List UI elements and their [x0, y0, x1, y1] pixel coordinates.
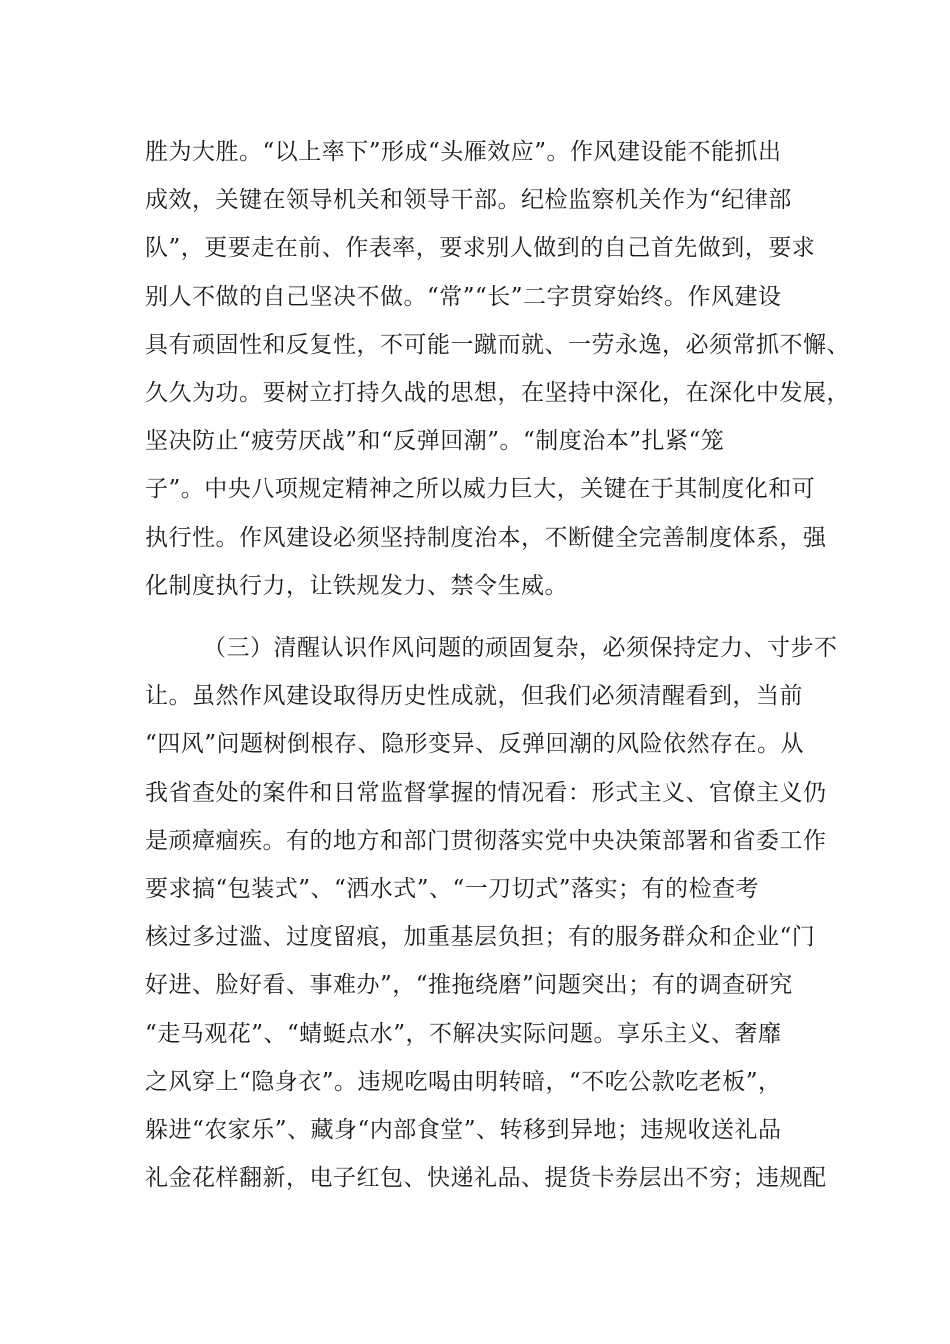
text-line: 胜为大胜。“以上率下”形成“头雁效应”。作风建设能不能抓出 — [145, 139, 782, 165]
text-line: 之风穿上“隐身衣”。违规吃喝由明转暗，“不吃公款吃老板”， — [145, 1068, 782, 1095]
text-line: 要求搞“包装式”、“洒水式”、“一刀切式”落实；有的检查考 — [145, 875, 760, 902]
text-line: “四风”问题树倒根存、隐形变异、反弹回潮的风险依然存在。从 — [145, 731, 805, 758]
text-line: 是顽瘴痼疾。有的地方和部门贯彻落实党中央决策部署和省委工作 — [145, 827, 827, 854]
section-heading-line: （三）清醒认识作风问题的顽固复杂，必须保持定力、寸步不 — [203, 635, 838, 661]
text-line: 坚决防止“疲劳厌战”和“反弹回潮”。“制度治本”扎紧“笼 — [145, 428, 725, 455]
text-line: 成效，关键在领导机关和领导干部。纪检监察机关作为“纪律部 — [145, 187, 792, 214]
text-line: 好进、脸好看、事难办”，“推拖绕磨”问题突出；有的调查研究 — [145, 972, 793, 999]
text-line: 别人不做的自己坚决不做。“常”“长”二字贯穿始终。作风建设 — [145, 283, 782, 310]
text-line: 核过多过滥、过度留痕，加重基层负担；有的服务群众和企业“门 — [145, 924, 816, 951]
text-line: 我省查处的案件和日常监督掌握的情况看：形式主义、官僚主义仍 — [145, 779, 827, 806]
text-line: 具有顽固性和反复性，不可能一蹴而就、一劳永逸，必须常抓不懈、 — [145, 331, 850, 358]
text-line: 队”，更要走在前、作表率，要求别人做到的自己首先做到，要求 — [145, 235, 816, 262]
text-line: 让。虽然作风建设取得历史性成就，但我们必须清醒看到，当前 — [145, 683, 803, 710]
paragraph-1 — [145, 128, 850, 610]
text-line: “走马观花”、“蜻蜓点水”，不解决实际问题。享乐主义、奢靡 — [145, 1020, 782, 1047]
text-line: 躲进“农家乐”、藏身“内部食堂”、转移到异地；违规收送礼品 — [145, 1116, 782, 1143]
text-line: 礼金花样翻新，电子红包、快递礼品、提货卡券层出不穷；违规配 — [145, 1165, 827, 1192]
paragraph-2 — [145, 624, 838, 1202]
text-line: 化制度执行力，让铁规发力、禁令生威。 — [145, 572, 568, 599]
text-line: 久久为功。要树立打持久战的思想，在坚持中深化，在深化中发展， — [145, 379, 850, 406]
text-line: 执行性。作风建设必须坚持制度治本，不断健全完善制度体系，强 — [145, 524, 827, 551]
text-line: 子”。中央八项规定精神之所以威力巨大，关键在于其制度化和可 — [145, 476, 816, 503]
